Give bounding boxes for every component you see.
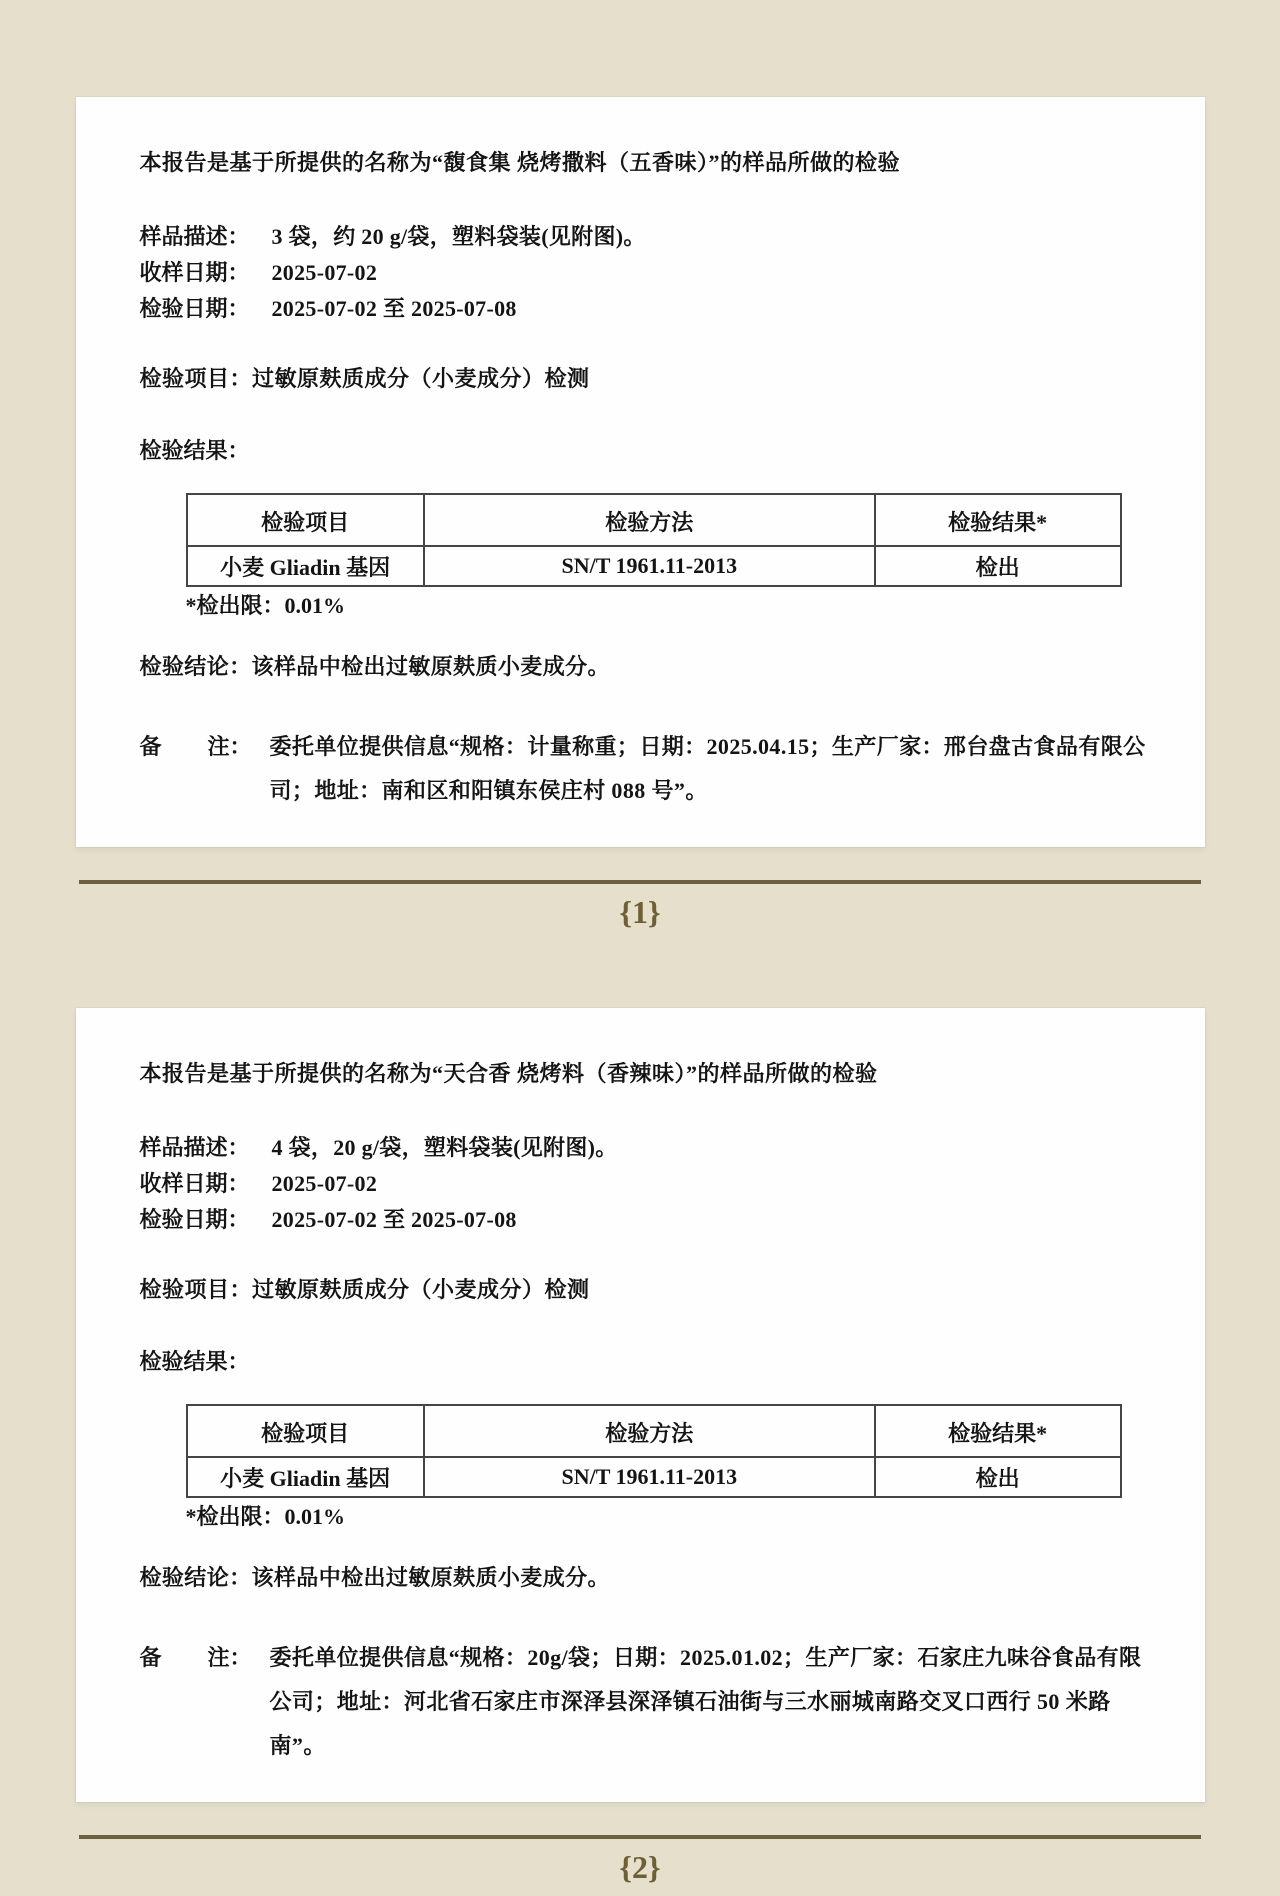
remark-label-zhu: 注： [207,734,252,759]
header-test-method: 检验方法 [424,1405,875,1457]
page-divider-rule [79,1835,1201,1839]
report-page-1 [76,97,1205,847]
table-header-row [187,494,1121,546]
field-label: 检验日期： [139,1207,250,1232]
remark-text: 委托单位提供信息“规格：计量称重；日期：2025.04.15；生产厂家：邢台盘古食品有限公司；地址：南和区和阳镇东侯庄村 088 号”。 [269,734,1146,803]
page-gap [0,932,1280,1008]
page-divider-rule [79,880,1201,884]
field-value: 2025-07-02 至 2025-07-08 [271,296,517,321]
sample-info-block [140,1130,1147,1238]
results-table [186,493,1122,587]
field-label: 样品描述： [139,224,250,249]
report-page-2 [76,1008,1205,1802]
cell-test-method: SN/T 1961.11-2013 [424,1457,875,1497]
cell-test-method: SN/T 1961.11-2013 [424,546,875,586]
results-table [186,1404,1122,1498]
remark-block [140,725,1147,813]
field-sample-description [140,1130,1147,1166]
results-label: 检验结果： [139,438,250,463]
cell-test-item: 小麦 Gliadin 基因 [187,1457,424,1497]
detection-limit-footnote: *检出限：0.01% [185,1504,346,1529]
conclusion-line: 检验结论：该样品中检出过敏原麸质小麦成分。 [139,654,610,679]
table-row [187,1457,1121,1497]
page-number-marker-2: {2} [619,1849,661,1885]
header-test-item: 检验项目 [187,1405,424,1457]
test-item-line: 检验项目：过敏原麸质成分（小麦成分）检测 [139,1277,590,1302]
detection-limit-footnote: *检出限：0.01% [185,593,346,618]
header-test-method: 检验方法 [424,494,875,546]
field-value: 2025-07-02 至 2025-07-08 [271,1207,517,1232]
header-test-result: 检验结果* [875,1405,1121,1457]
field-label: 样品描述： [139,1135,250,1160]
conclusion-line: 检验结论：该样品中检出过敏原麸质小麦成分。 [139,1565,610,1590]
field-receipt-date [140,255,1147,291]
field-value: 2025-07-02 [271,260,378,285]
field-sample-description [140,219,1147,255]
field-value: 2025-07-02 [271,1171,378,1196]
header-test-item: 检验项目 [187,494,424,546]
remark-text: 委托单位提供信息“规格：20g/袋；日期：2025.01.02；生产厂家：石家庄九味谷食品有限公司；地址：河北省石家庄市深泽县深泽镇石油街与三水丽城南路交叉口西行 50 米路南”。 [269,1645,1142,1758]
table-header-row [187,1405,1121,1457]
field-value: 4 袋，20 g/袋，塑料袋装(见附图)。 [271,1135,618,1160]
results-label: 检验结果： [139,1349,250,1374]
header-test-result: 检验结果* [875,494,1121,546]
remark-block [140,1636,1147,1768]
field-test-date [140,1202,1147,1238]
page-number-marker-1: {1} [619,894,661,930]
cell-test-result: 检出 [875,1457,1121,1497]
field-value: 3 袋，约 20 g/袋，塑料袋装(见附图)。 [271,224,646,249]
test-item-line: 检验项目：过敏原麸质成分（小麦成分）检测 [139,366,590,391]
report-intro: 本报告是基于所提供的名称为“馥食集 烧烤撒料（五香味）”的样品所做的检验 [139,150,901,175]
remark-label-zhu: 注： [207,1645,252,1670]
table-row [187,546,1121,586]
field-label: 检验日期： [139,296,250,321]
field-label: 收样日期： [139,1171,250,1196]
field-receipt-date [140,1166,1147,1202]
remark-label-bei: 备 [139,1645,162,1670]
cell-test-item: 小麦 Gliadin 基因 [187,546,424,586]
field-label: 收样日期： [139,260,250,285]
remark-label-bei: 备 [139,734,162,759]
sample-info-block [140,219,1147,327]
cell-test-result: 检出 [875,546,1121,586]
field-test-date [140,291,1147,327]
report-intro: 本报告是基于所提供的名称为“天合香 烧烤料（香辣味）”的样品所做的检验 [139,1061,878,1086]
